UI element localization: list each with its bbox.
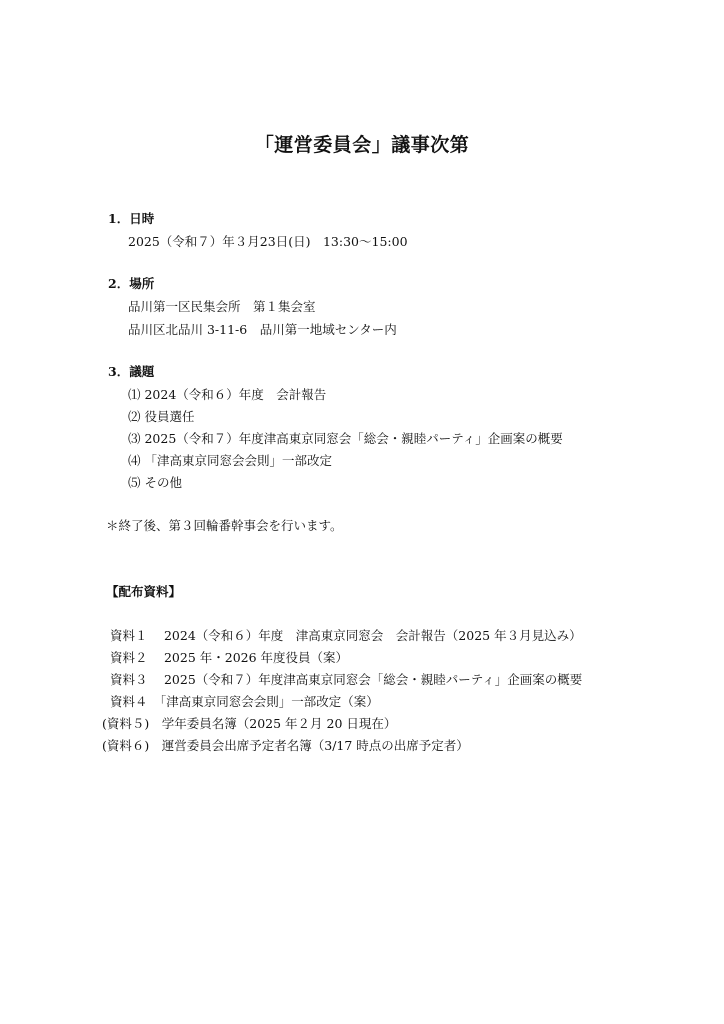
agenda-item: ⑷ 「津高東京同窓会会則」一部改定 xyxy=(128,453,332,468)
datetime-text: 2025（令和７）年３月23日(日) 13:30～15:00 xyxy=(128,234,408,249)
document-title: 「運営委員会」議事次第 xyxy=(254,134,470,156)
agenda-item: ⑶ 2025（令和７）年度津高東京同窓会「総会・親睦パーティ」企画案の概要 xyxy=(128,431,563,446)
section-heading-datetime: 1．日時 xyxy=(108,211,155,226)
material-item: 資料３ 2025（令和７）年度津高東京同窓会「総会・親睦パーティ」企画案の概要 xyxy=(110,672,583,687)
materials-heading: 【配布資料】 xyxy=(106,584,182,599)
place-name-text: 品川第一区民集会所 第１集会室 xyxy=(128,299,316,314)
material-item: (資料６) 運営委員会出席予定者名簿（3/17 時点の出席予定者） xyxy=(102,738,469,753)
material-item: (資料５) 学年委員名簿（2025 年２月 20 日現在） xyxy=(102,716,397,731)
material-item: 資料１ 2024（令和６）年度 津高東京同窓会 会計報告（2025 年３月見込み） xyxy=(110,628,582,643)
section-heading-agenda: 3．議題 xyxy=(108,364,155,379)
post-meeting-note: ＊終了後、第３回輪番幹事会を行います。 xyxy=(106,518,343,533)
agenda-item: ⑴ 2024（令和６）年度 会計報告 xyxy=(128,387,327,402)
material-item: 資料２ 2025 年・2026 年度役員（案） xyxy=(110,650,349,665)
section-heading-place: 2．場所 xyxy=(108,276,155,291)
place-address-text: 品川区北品川 3-11-6 品川第一地域センター内 xyxy=(128,322,397,337)
agenda-item: ⑵ 役員選任 xyxy=(128,409,195,424)
agenda-item: ⑸ その他 xyxy=(128,475,182,490)
material-item: 資料４ 「津高東京同窓会会則」一部改定（案） xyxy=(110,694,379,709)
